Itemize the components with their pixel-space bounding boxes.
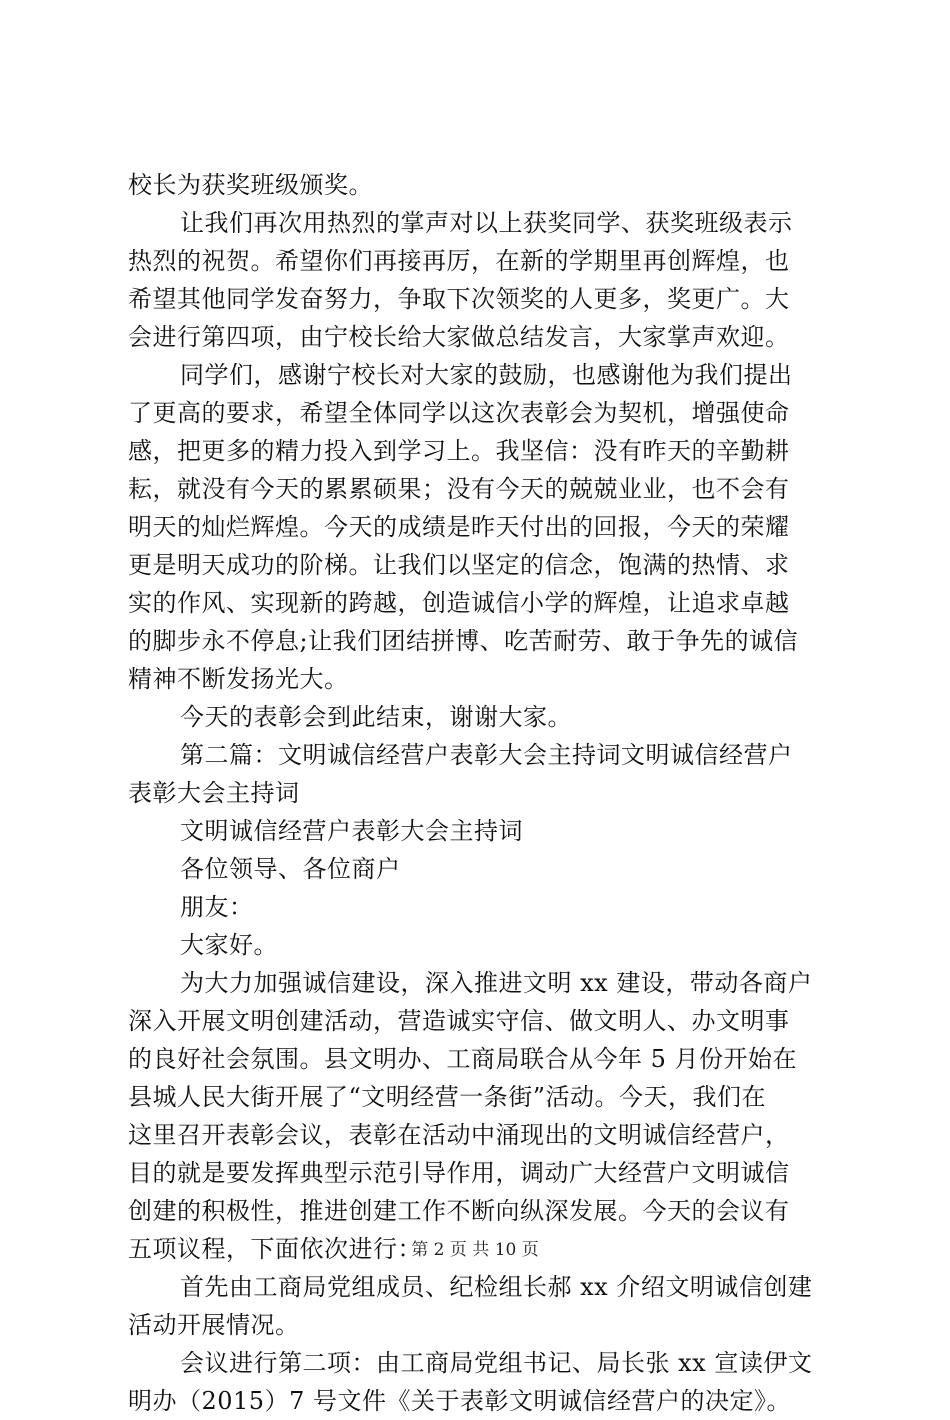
text-line: 感，把更多的精力投入到学习上。我坚信：没有昨天的辛勤耕 (128, 437, 790, 465)
document-body (128, 166, 828, 1420)
text-line: 今天的表彰会到此结束，谢谢大家。 (180, 703, 572, 731)
text-line: 热烈的祝贺。希望你们再接再厉，在新的学期里再创辉煌，也 (128, 247, 790, 275)
text-line: 首先由工商局党组成员、纪检组长郝 xx 介绍文明诚信创建 (180, 1273, 813, 1301)
text-line: 五项议程，下面依次进行： (128, 1235, 422, 1263)
section-heading: 表彰大会主持词 (128, 779, 300, 807)
text-line: 更是明天成功的阶梯。让我们以坚定的信念，饱满的热情、求 (128, 551, 790, 579)
text-line: 活动开展情况。 (128, 1311, 300, 1339)
text-line: 实的作风、实现新的跨越，创造诚信小学的辉煌，让追求卓越 (128, 589, 790, 617)
text-line: 校长为获奖班级颁奖。 (128, 171, 373, 199)
text-line: 的脚步永不停息;让我们团结拼博、吃苦耐劳、敢于争先的诚信 (128, 627, 799, 655)
text-line: 明办（2015）7 号文件《关于表彰文明诚信经营户的决定》。 (128, 1387, 791, 1415)
text-line: 深入开展文明创建活动，营造诚实守信、做文明人、办文明事 (128, 1007, 790, 1035)
text-line: 创建的积极性，推进创建工作不断向纵深发展。今天的会议有 (128, 1197, 790, 1225)
text-line: 明天的灿烂辉煌。今天的成绩是昨天付出的回报，今天的荣耀 (128, 513, 790, 541)
text-line: 耘，就没有今天的累累硕果；没有今天的兢兢业业，也不会有 (128, 475, 790, 503)
text-line: 让我们再次用热烈的掌声对以上获奖同学、获奖班级表示 (180, 209, 793, 237)
text-line: 了更高的要求，希望全体同学以这次表彰会为契机，增强使命 (128, 399, 790, 427)
text-line: 目的就是要发挥典型示范引导作用，调动广大经营户文明诚信 (128, 1159, 790, 1187)
salutation: 朋友： (180, 893, 254, 921)
text-line: 为大力加强诚信建设，深入推进文明 xx 建设，带动各商户 (180, 969, 813, 997)
text-line: 会进行第四项，由宁校长给大家做总结发言，大家掌声欢迎。 (128, 323, 790, 351)
page-number-footer: 第 2 页 共 10 页 (411, 1240, 539, 1260)
text-line: 的良好社会氛围。县文明办、工商局联合从今年 5 月份开始在 (128, 1045, 798, 1073)
greeting: 大家好。 (180, 931, 278, 959)
text-line: 这里召开表彰会议，表彰在活动中涌现出的文明诚信经营户， (128, 1121, 790, 1149)
text-line: 精神不断发扬光大。 (128, 665, 349, 693)
text-line: 同学们，感谢宁校长对大家的鼓励，也感谢他为我们提出 (180, 361, 793, 389)
text-line: 县城人民大街开展了“文明经营一条街”活动。今天，我们在 (128, 1083, 767, 1111)
document-title: 文明诚信经营户表彰大会主持词 (180, 817, 523, 845)
salutation: 各位领导、各位商户 (180, 855, 401, 883)
section-heading: 第二篇：文明诚信经营户表彰大会主持词文明诚信经营户 (180, 741, 793, 769)
text-line: 会议进行第二项：由工商局党组书记、局长张 xx 宣读伊文 (180, 1349, 813, 1377)
text-line: 希望其他同学发奋努力，争取下次领奖的人更多，奖更广。大 (128, 285, 790, 313)
